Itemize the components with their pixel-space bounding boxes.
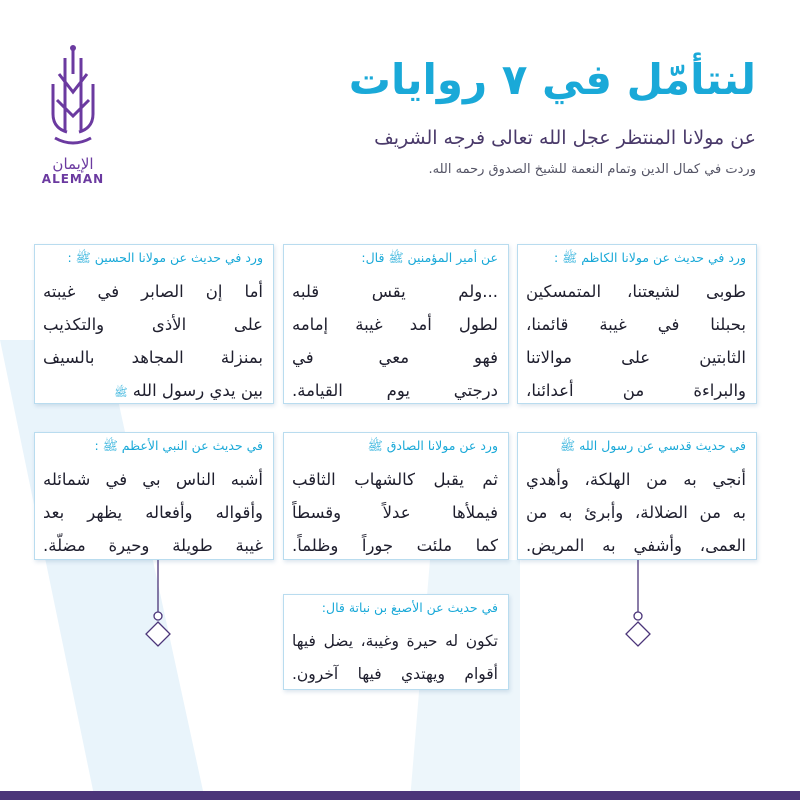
source-note: وردت في كمال الدين وتمام النعمة للشيخ الصدوق رحمه الله. [428, 162, 756, 177]
card-line: ...ولم يقس قلبه [292, 282, 498, 301]
card-heading: في حديث قدسي عن رسول الله ﷺ [560, 438, 746, 453]
card-heading: في حديث عن النبي الأعظم ﷺ : [94, 438, 263, 453]
card-line: أما إن الصابر في غيبته [43, 282, 263, 301]
card-line: به من الضلالة، وأبرئ به من [526, 503, 746, 522]
card-prophet [34, 432, 274, 560]
card-line: لطول أمد غيبة إمامه [292, 315, 498, 334]
card-amir-almuminin [283, 244, 509, 404]
card-body [292, 463, 498, 562]
card-heading: عن أمير المؤمنين ﷺ قال: [361, 250, 498, 265]
card-line: العمى، وأشفي به المريض. [526, 536, 746, 555]
card-line: أشبه الناس بي في شمائله [43, 470, 263, 489]
card-line-text: بين يدي رسول الله [132, 381, 263, 400]
card-line: ثم يقبل كالشهاب الثاقب [292, 470, 498, 489]
logo-arabic-name: الإيمان [52, 155, 94, 173]
card-line: والبراءة من أعدائنا، [526, 381, 746, 400]
card-husain [34, 244, 274, 404]
card-body [292, 275, 498, 407]
card-kazim [517, 244, 757, 404]
card-asbagh [283, 594, 509, 690]
card-heading: في حديث عن الأصبغ بن نباتة قال: [321, 600, 498, 615]
card-line: أنجي به من الهلكة، وأهدي [526, 470, 746, 489]
card-body [292, 625, 498, 691]
card-line: فهو معي في [292, 348, 498, 367]
logo-english-name: ALEMAN [41, 172, 105, 186]
card-line: طوبى لشيعتنا، المتمسكين [526, 282, 746, 301]
card-line: بحبلنا في غيبة قائمنا، [526, 315, 746, 334]
card-sadiq [283, 432, 509, 560]
card-line: غيبة طويلة وحيرة مضلّة. [43, 536, 263, 555]
card-body [43, 463, 263, 562]
card-line: درجتي يوم القيامة. [292, 381, 498, 400]
card-line: تكون له حيرة وغيبة، يضل فيها [292, 632, 498, 650]
card-line: بمنزلة المجاهد بالسيف [43, 348, 263, 367]
page-title: لنتأمّل في ٧ روايات [348, 55, 756, 104]
card-heading: ورد في حديث عن مولانا الحسين ﷺ : [67, 250, 263, 265]
card-body [526, 275, 746, 407]
card-body [43, 275, 263, 409]
card-body [526, 463, 746, 562]
page-subtitle: عن مولانا المنتظر عجل الله تعالى فرجه الشريف [374, 127, 756, 149]
card-line: وأقواله وأفعاله يظهر بعد [43, 503, 263, 522]
card-heading: ورد عن مولانا الصادق ﷺ [367, 438, 498, 453]
blessing-seal: ﷺ [114, 386, 128, 399]
card-line: كما ملئت جوراً وظلماً. [292, 536, 498, 555]
card-hadith-qudsi [517, 432, 757, 560]
card-line: أقوام ويهتدي فيها آخرون. [292, 665, 498, 683]
card-line: على الأذى والتكذيب [43, 315, 263, 334]
card-heading: ورد في حديث عن مولانا الكاظم ﷺ : [553, 250, 746, 265]
card-line: الثابتين على موالاتنا [526, 348, 746, 367]
card-line [43, 374, 263, 409]
card-line: فيملأها عدلاً وقسطاً [292, 503, 498, 522]
footer-bar [0, 791, 800, 800]
